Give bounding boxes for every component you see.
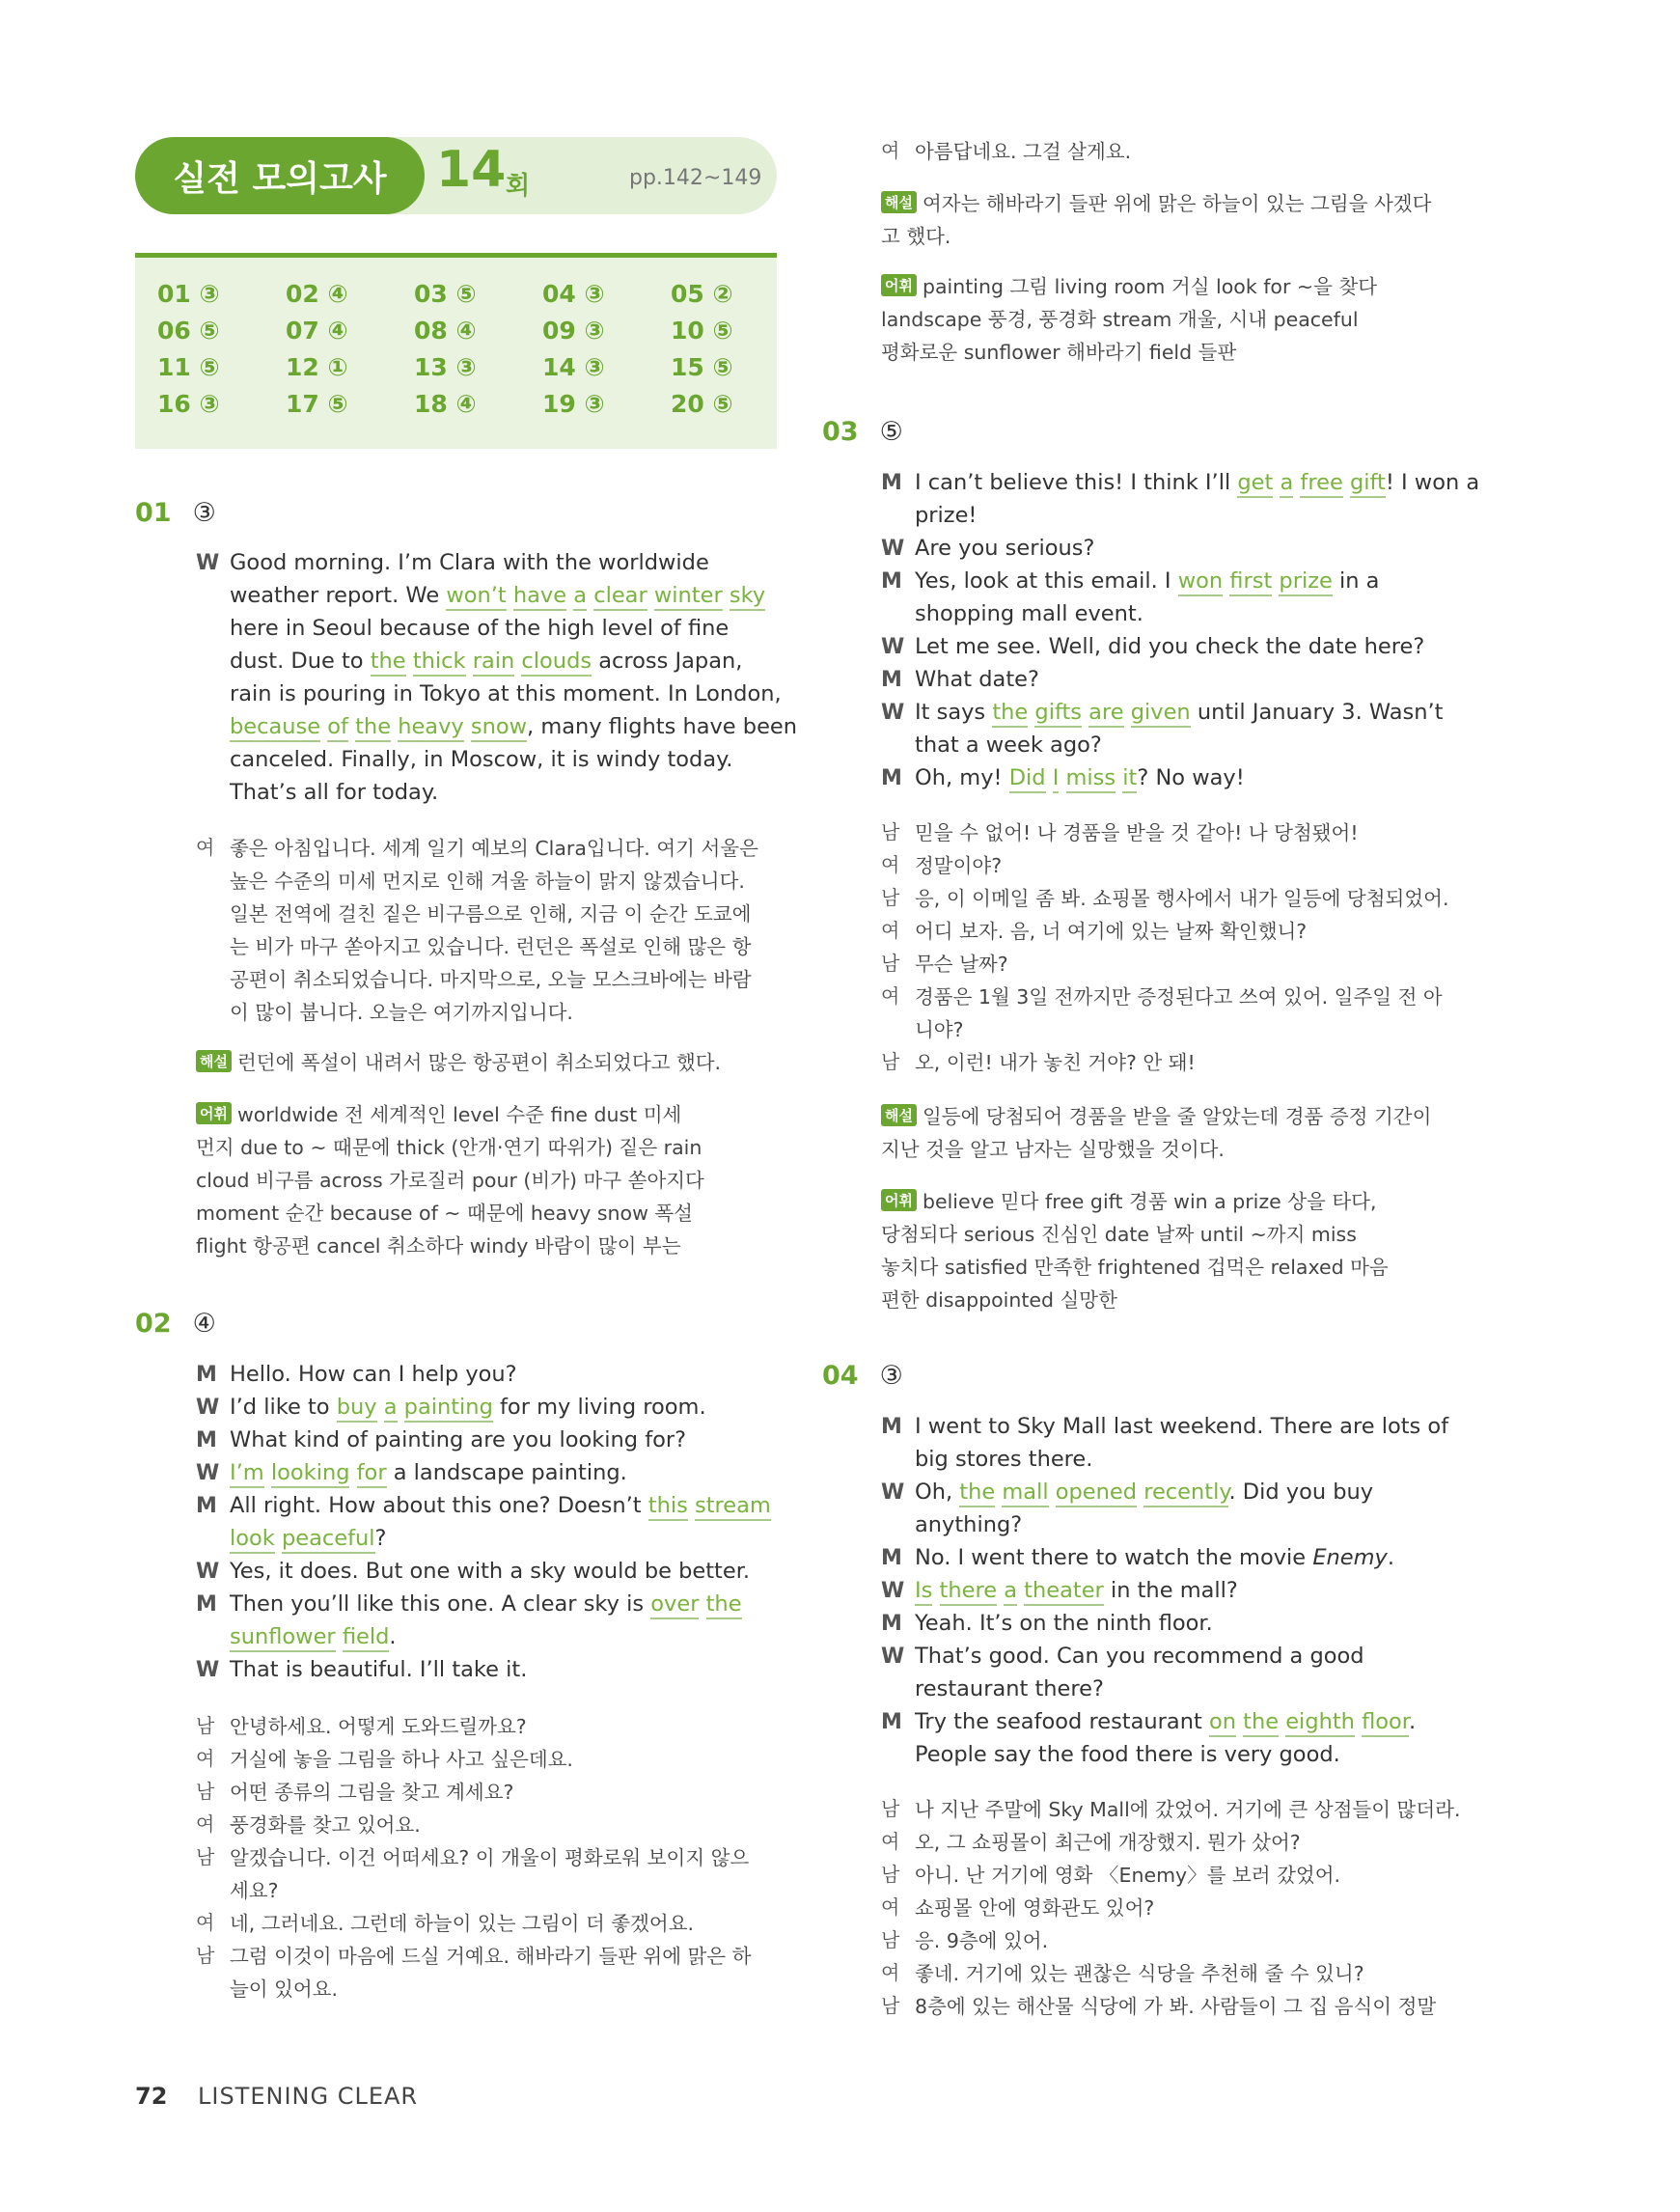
korean-line: 일본 전역에 걸친 짙은 비구름으로 인해, 지금 이 순간 도쿄에 (230, 902, 752, 926)
explanation-03: 해설 일등에 당첨되어 경품을 받을 줄 알았는데 경품 증정 기간이 (881, 1100, 1431, 1129)
speaker-korean: 남 (881, 1863, 900, 1886)
transcript-line: dust. Due to the thick rain clouds across Japan, (230, 649, 742, 674)
korean-line: 응, 이 이메일 좀 봐. 쇼핑몰 행사에서 내가 일등에 당첨되었어. (915, 887, 1449, 910)
answer-item: 10 ⑤ (671, 317, 733, 345)
korean-line: 8층에 있는 해산물 식당에 가 봐. 사람들이 그 집 음식이 정말 (915, 1995, 1437, 2018)
speaker-korean: 여 (196, 1812, 215, 1836)
korean-line: 네, 그러네요. 그런데 하늘이 있는 그림이 더 좋겠어요. (230, 1912, 695, 1935)
explanation-01: 해설 런던에 폭설이 내려서 많은 항공편이 취소되었다고 했다. (196, 1046, 721, 1075)
korean-line: 경품은 1월 3일 전까지만 증정된다고 쓰여 있어. 일주일 전 아 (915, 985, 1443, 1009)
speaker-korean: 여 (196, 836, 215, 859)
explanation-03-cont: 지난 것을 알고 남자는 실망했을 것이다. (881, 1138, 1225, 1161)
answer-item: 08 ④ (414, 317, 477, 345)
korean-line: 그럼 이것이 마음에 드실 거예요. 해바라기 들판 위에 맑은 하 (230, 1945, 752, 1968)
korean-line: 높은 수준의 미세 먼지로 인해 겨울 하늘이 맑지 않겠습니다. (230, 870, 745, 893)
answer-item: 06 ⑤ (157, 317, 220, 345)
answer-item: 14 ③ (542, 353, 605, 381)
answer-item: 16 ③ (157, 390, 220, 418)
vocab-line: 놓치다 satisfied 만족한 frightened 겁먹은 relaxed 마음 (881, 1256, 1389, 1279)
answer-item: 02 ④ (286, 280, 348, 308)
korean-line: 정말이야? (915, 854, 1003, 877)
korean-line: 늘이 있어요. (230, 1977, 339, 2001)
question-02-header: 02 ④ (135, 1309, 216, 1339)
answer-item: 11 ⑤ (157, 353, 220, 381)
speaker-korean: 여 (881, 139, 900, 162)
transcript-line: here in Seoul because of the high level of fine (230, 616, 730, 641)
answer-item: 17 ⑤ (286, 390, 348, 418)
page-range: pp.142~149 (629, 166, 762, 190)
korean-line: 쇼핑몰 안에 영화관도 있어? (915, 1896, 1155, 1920)
korean-line: 아니. 난 거기에 영화 〈Enemy〉를 보러 갔었어. (915, 1864, 1341, 1887)
vocab-line: 어휘 worldwide 전 세계적인 level 수준 fine dust 미세 (196, 1098, 681, 1127)
korean-line: 응. 9층에 있어. (915, 1929, 1049, 1952)
korean-line: 좋은 아침입니다. 세계 일기 예보의 Clara입니다. 여기 서울은 (230, 837, 758, 860)
korean-line: 안녕하세요. 어떻게 도와드릴까요? (230, 1715, 527, 1738)
answer-item: 04 ③ (542, 280, 605, 308)
speaker-korean: 여 (196, 1911, 215, 1934)
vocab-line: 먼지 due to ~ 때문에 thick (안개·연기 따위가) 짙은 rain (196, 1136, 702, 1159)
speaker-korean: 남 (196, 1714, 215, 1737)
korean-line: 공편이 취소되었습니다. 마지막으로, 오늘 모스크바에는 바람 (230, 968, 752, 991)
speaker-korean: 여 (881, 984, 900, 1008)
question-04-header: 04 ③ (822, 1361, 903, 1391)
speaker-korean: 남 (881, 1994, 900, 2017)
speaker-korean: 여 (881, 853, 900, 876)
speaker-korean: 남 (881, 952, 900, 975)
book-title: LISTENING CLEAR (198, 2083, 419, 2110)
korean-line: 아름답네요. 그걸 살게요. (915, 140, 1132, 163)
answer-item: 15 ⑤ (671, 353, 733, 381)
speaker-korean: 여 (881, 1895, 900, 1919)
vocab-line: 당첨되다 serious 진심인 date 날짜 until ~까지 miss (881, 1223, 1357, 1246)
transcript-line: rain is pouring in Tokyo at this moment. In London, (230, 681, 782, 706)
speaker-korean: 남 (196, 1944, 215, 1967)
korean-line: 오, 이런! 내가 놓친 거야? 안 돼! (915, 1051, 1196, 1074)
speaker-korean: 여 (881, 919, 900, 942)
korean-line: 이 많이 붑니다. 오늘은 여기까지입니다. (230, 1001, 573, 1024)
korean-line: 알겠습니다. 이건 어떠세요? 이 개울이 평화로워 보이지 않으 (230, 1846, 750, 1869)
transcript-line: weather report. We won’t have a clear winter sky (230, 583, 765, 608)
vocab-line: landscape 풍경, 풍경화 stream 개울, 시내 peaceful (881, 308, 1359, 331)
answer-item: 03 ⑤ (414, 280, 477, 308)
vocab-line: 평화로운 sunflower 해바라기 field 들판 (881, 341, 1237, 364)
korean-line: 나 지난 주말에 Sky Mall에 갔었어. 거기에 큰 상점들이 많더라. (915, 1798, 1461, 1821)
korean-line: 거실에 놓을 그림을 하나 사고 싶은데요. (230, 1748, 573, 1771)
test-title: 실전 모의고사 (135, 137, 425, 214)
answer-item: 13 ③ (414, 353, 477, 381)
korean-line: 는 비가 마구 쏟아지고 있습니다. 런던은 폭설로 인해 많은 항 (230, 935, 752, 958)
vocab-line: 어휘 believe 믿다 free gift 경품 win a prize 상을 타다, (881, 1185, 1377, 1214)
vocab-line: 어휘 painting 그림 living room 거실 look for ~을 찾다 (881, 270, 1377, 299)
page-number: 72 (135, 2083, 168, 2110)
vocab-line: moment 순간 because of ~ 때문에 heavy snow 폭설 (196, 1202, 693, 1225)
korean-line: 무슨 날짜? (915, 953, 1008, 976)
speaker-korean: 남 (196, 1845, 215, 1868)
speaker-korean: 남 (881, 1797, 900, 1820)
answer-item: 18 ④ (414, 390, 477, 418)
vocab-line: flight 항공편 cancel 취소하다 windy 바람이 많이 부는 (196, 1234, 681, 1258)
answer-item: 07 ④ (286, 317, 348, 345)
vocab-line: 편한 disappointed 실망한 (881, 1288, 1117, 1312)
speaker-korean: 여 (881, 1961, 900, 1984)
speaker-korean: 남 (196, 1780, 215, 1803)
speaker-korean: 남 (881, 820, 900, 843)
answer-item: 12 ① (286, 353, 348, 381)
korean-line: 어떤 종류의 그림을 찾고 계세요? (230, 1781, 514, 1804)
korean-line: 오, 그 쇼핑몰이 최근에 개장했지. 뭔가 샀어? (915, 1831, 1301, 1854)
transcript-line: because of the heavy snow, many flights have been (230, 714, 797, 739)
explanation-02: 해설 여자는 해바라기 들판 위에 맑은 하늘이 있는 그림을 사겠다 (881, 187, 1431, 216)
answer-item: 01 ③ (157, 280, 220, 308)
answer-item: 20 ⑤ (671, 390, 733, 418)
speaker-korean: 남 (881, 1050, 900, 1073)
transcript-line: Good morning. I’m Clara with the worldwide (230, 550, 709, 575)
question-03-header: 03 ⑤ (822, 417, 903, 447)
speaker-korean: 여 (881, 1830, 900, 1853)
korean-line: 믿을 수 없어! 나 경품을 받을 것 같아! 나 당첨됐어! (915, 821, 1359, 844)
answer-item: 05 ② (671, 280, 733, 308)
speaker-korean: 남 (881, 886, 900, 909)
transcript-line: That’s all for today. (230, 780, 439, 805)
answer-item: 09 ③ (542, 317, 605, 345)
korean-line: 세요? (230, 1879, 279, 1902)
vocab-line: cloud 비구름 across 가로질러 pour (비가) 마구 쏟아지다 (196, 1169, 704, 1192)
question-01-header: 01 ③ (135, 498, 216, 528)
korean-line: 니야? (915, 1018, 964, 1041)
speaker-korean: 여 (196, 1747, 215, 1770)
speaker-korean: 남 (881, 1928, 900, 1951)
round-unit: 회 (506, 172, 531, 201)
korean-line: 풍경화를 찾고 있어요. (230, 1813, 421, 1837)
speaker-w: W (196, 551, 220, 575)
korean-line: 어디 보자. 음, 너 여기에 있는 날짜 확인했니? (915, 920, 1308, 943)
korean-line: 좋네. 거기에 있는 괜찮은 식당을 추천해 줄 수 있니? (915, 1962, 1364, 1985)
explanation-02-cont: 고 했다. (881, 225, 951, 248)
round-number: 14 (436, 141, 507, 199)
transcript-line: canceled. Finally, in Moscow, it is windy today. (230, 747, 733, 772)
answer-item: 19 ③ (542, 390, 605, 418)
